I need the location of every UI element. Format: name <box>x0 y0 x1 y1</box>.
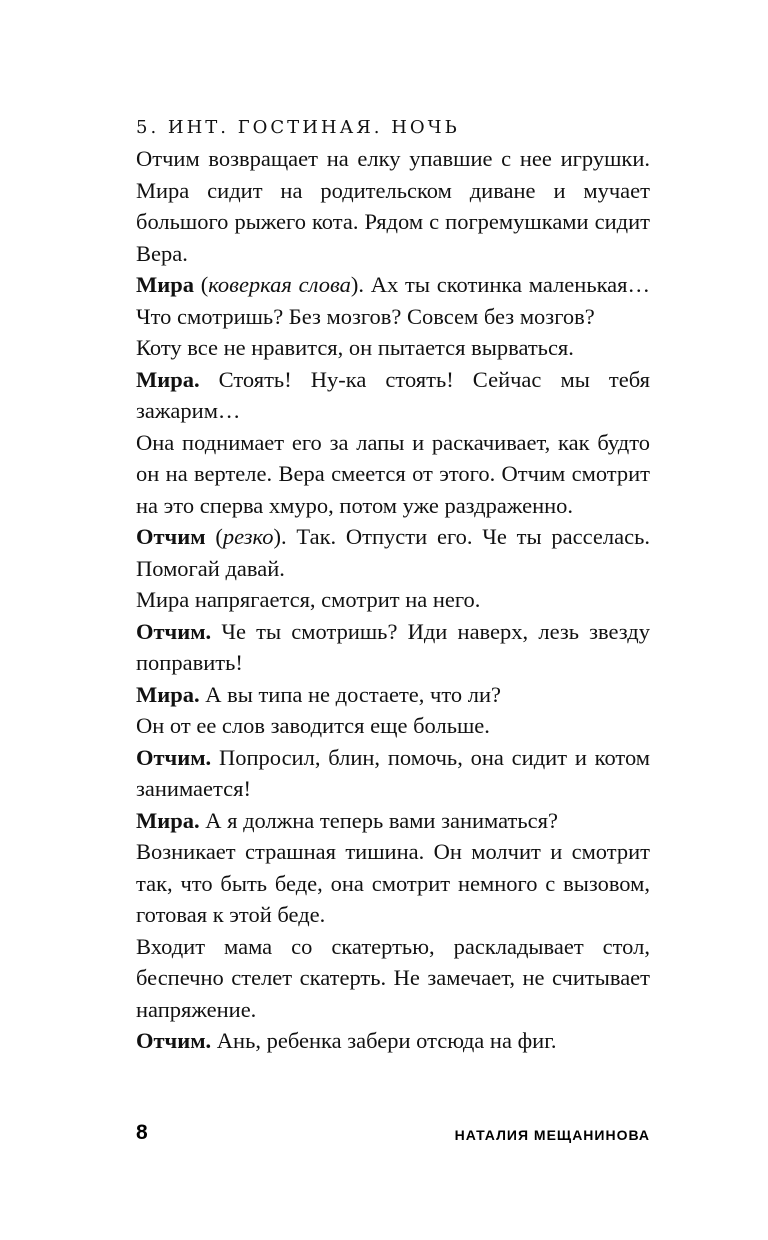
dialogue-line <box>136 521 650 584</box>
dialogue-text: Стоять! Ну-ка стоять! Сейчас мы тебя зажарим… <box>136 366 650 423</box>
action-line: Возникает страшная тишина. Он молчит и смотрит так, что быть беде, она смотрит немного с вызовом, готовая к этой беде. <box>136 839 650 927</box>
paren-open: ( <box>193 272 209 297</box>
speaker-name: Мира. <box>136 366 200 392</box>
speaker-name: Мира <box>136 272 194 297</box>
dialogue-text: Че ты смотришь? Иди наверх, лезь звезду поправить! <box>136 618 650 675</box>
action-line: Она поднимает его за лапы и раскачивает, как будто он на вертеле. Вера смеется от этого. Отчим смотрит на это сперва хмуро, потом уже раздраженно. <box>136 429 650 518</box>
dialogue-line <box>136 616 650 679</box>
dialogue-line <box>136 742 650 805</box>
dialogue-text: А я должна теперь вами заниматься? <box>199 807 558 833</box>
speaker-name: Мира. <box>136 807 200 833</box>
dialogue-line <box>136 364 650 427</box>
dialogue-text: ). Ах ты скотинка маленькая… Что смотришь? Без мозгов? Совсем без мозгов? <box>136 272 651 329</box>
stage-remark: коверкая слова <box>208 272 351 297</box>
speaker-name: Отчим. <box>136 618 212 644</box>
dialogue-text: Попросил, блин, помочь, она сидит и котом занимается! <box>136 744 650 801</box>
speaker-name: Отчим. <box>136 1028 212 1053</box>
paren-open: ( <box>205 524 223 549</box>
action-line: Он от ее слов заводится еще больше. <box>136 713 490 738</box>
dialogue-line <box>136 679 650 711</box>
running-author: НАТАЛИЯ МЕЩАНИНОВА <box>454 1127 650 1143</box>
action-line: Входит мама со скатертью, раскладывает стол, беспечно стелет скатерть. Не замечает, не считывает напряжение. <box>136 933 650 1022</box>
page-number: 8 <box>136 1121 148 1144</box>
action-line: Коту все не нравится, он пытается вырваться. <box>136 335 574 360</box>
action-line: Мира напрягается, смотрит на него. <box>136 587 481 612</box>
dialogue-text: А вы типа не достаете, что ли? <box>199 681 502 707</box>
dialogue-line <box>136 269 650 332</box>
dialogue-text: ). Так. Отпусти его. Че ты расселась. Помогай давай. <box>136 524 650 581</box>
speaker-name: Мира. <box>136 681 200 707</box>
script-text <box>136 143 650 1057</box>
dialogue-line <box>136 805 650 837</box>
stage-remark: резко <box>222 524 274 549</box>
speaker-name: Отчим <box>136 524 206 549</box>
speaker-name: Отчим. <box>136 744 212 770</box>
scene-heading: 5. ИНТ. ГОСТИНАЯ. НОЧЬ <box>136 117 460 138</box>
dialogue-text: Ань, ребенка забери отсюда на фиг. <box>211 1028 557 1053</box>
action-line: Отчим возвращает на елку упавшие с нее игрушки. Мира сидит на родительском диване и мучает большого рыжего кота. Рядом с погремушками сидит Вера. <box>136 146 650 266</box>
dialogue-line <box>136 1025 650 1057</box>
